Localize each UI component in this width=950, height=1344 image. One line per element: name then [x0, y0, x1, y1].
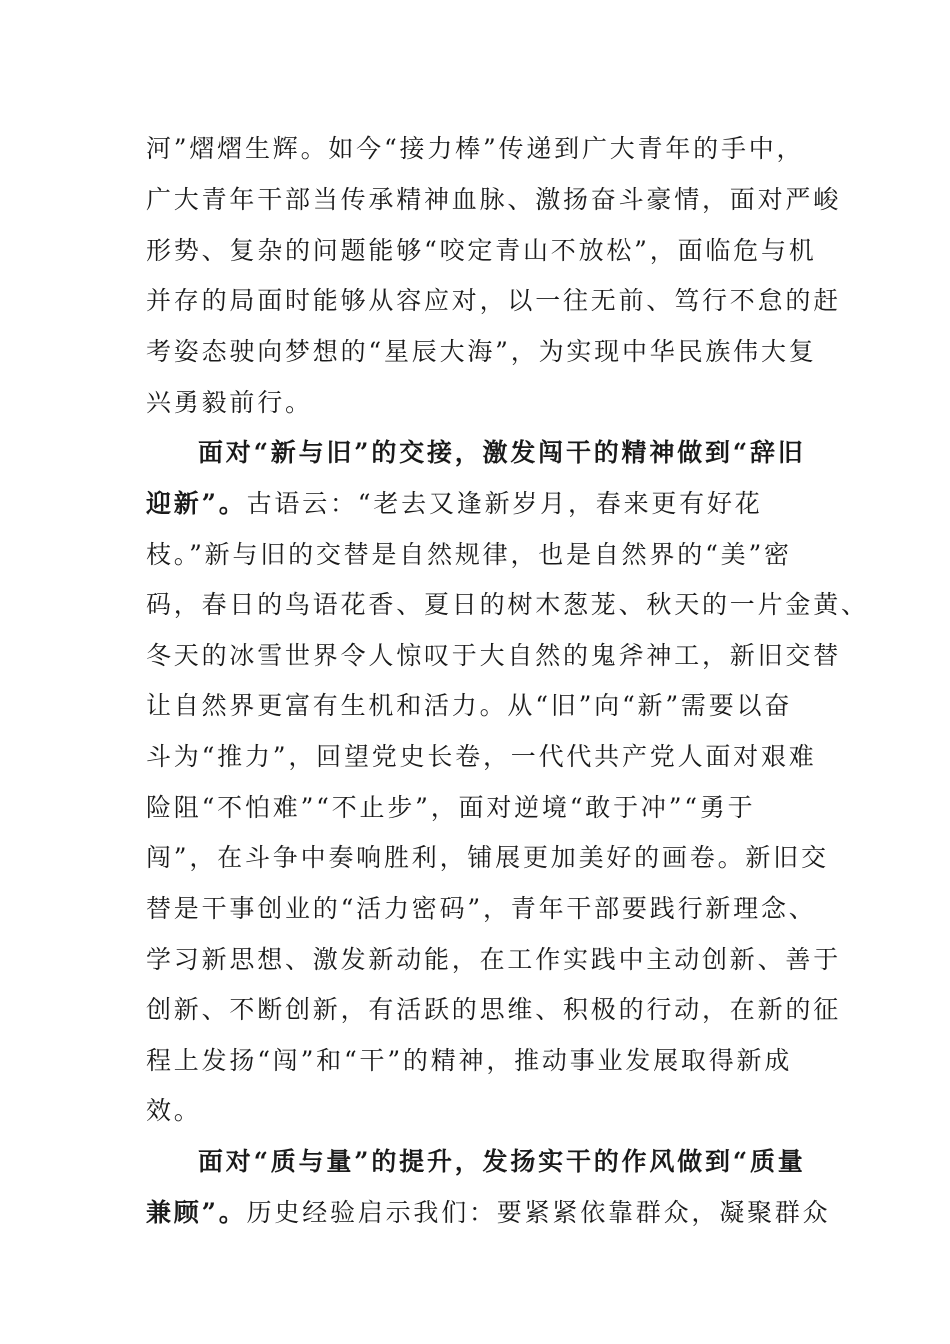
paragraph-text: 历史经验启示我们：要紧紧依靠群众，凝聚群众	[246, 1198, 831, 1227]
paragraph-line	[146, 1197, 830, 1229]
section-heading: 面对“质与量”的提升，发扬实干的作风做到“质量	[198, 1147, 806, 1176]
section-heading-line	[198, 437, 806, 469]
paragraph-line: 学习新思想、激发新动能，在工作实践中主动创新、善于	[146, 945, 842, 974]
paragraph-line: 并存的局面时能够从容应对，以一往无前、笃行不怠的赶	[146, 286, 842, 315]
paragraph-line: 险阻“不怕难”“不止步”，面对逆境“敢于冲”“勇于	[146, 793, 756, 822]
paragraph-line: 让自然界更富有生机和活力。从“旧”向“新”需要以奋	[146, 691, 793, 720]
paragraph-line: 斗为“推力”，回望党史长卷，一代代共产党人面对艰难	[146, 742, 817, 771]
paragraph-line: 形势、复杂的问题能够“咬定青山不放松”，面临危与机	[146, 236, 817, 265]
section-heading: 迎新”。	[146, 489, 247, 518]
paragraph-line	[146, 488, 763, 520]
paragraph-line: 替是干事创业的“活力密码”，青年干部要践行新理念、	[146, 894, 817, 923]
paragraph-line: 程上发扬“闯”和“干”的精神，推动事业发展取得新成	[146, 1046, 793, 1075]
paragraph-line: 创新、不断创新，有活跃的思维、积极的行动，在新的征	[146, 995, 842, 1024]
paragraph-text: 古语云：“老去又逢新岁月，春来更有好花	[246, 489, 763, 518]
section-heading: 兼顾”。	[146, 1198, 247, 1227]
paragraph-line: 冬天的冰雪世界令人惊叹于大自然的鬼斧神工，新旧交替	[146, 641, 842, 670]
paragraph-line: 枝。”新与旧的交替是自然规律，也是自然界的“美”密	[146, 540, 792, 569]
paragraph-line: 广大青年干部当传承精神血脉、激扬奋斗豪情，面对严峻	[146, 185, 842, 214]
section-heading-line	[198, 1146, 806, 1178]
paragraph-line: 兴勇毅前行。	[146, 388, 313, 417]
paragraph-line: 考姿态驶向梦想的“星辰大海”，为实现中华民族伟大复	[146, 337, 817, 366]
paragraph-line: 码，春日的鸟语花香、夏日的树木葱茏、秋天的一片金黄、	[146, 590, 869, 619]
paragraph-line: 效。	[146, 1096, 202, 1125]
paragraph-line: 闯”，在斗争中奏响胜利，铺展更加美好的画卷。新旧交	[146, 843, 829, 872]
section-heading: 面对“新与旧”的交接，激发闯干的精神做到“辞旧	[198, 438, 806, 467]
paragraph-line: 河”熠熠生辉。如今“接力棒”传递到广大青年的手中，	[146, 134, 805, 163]
